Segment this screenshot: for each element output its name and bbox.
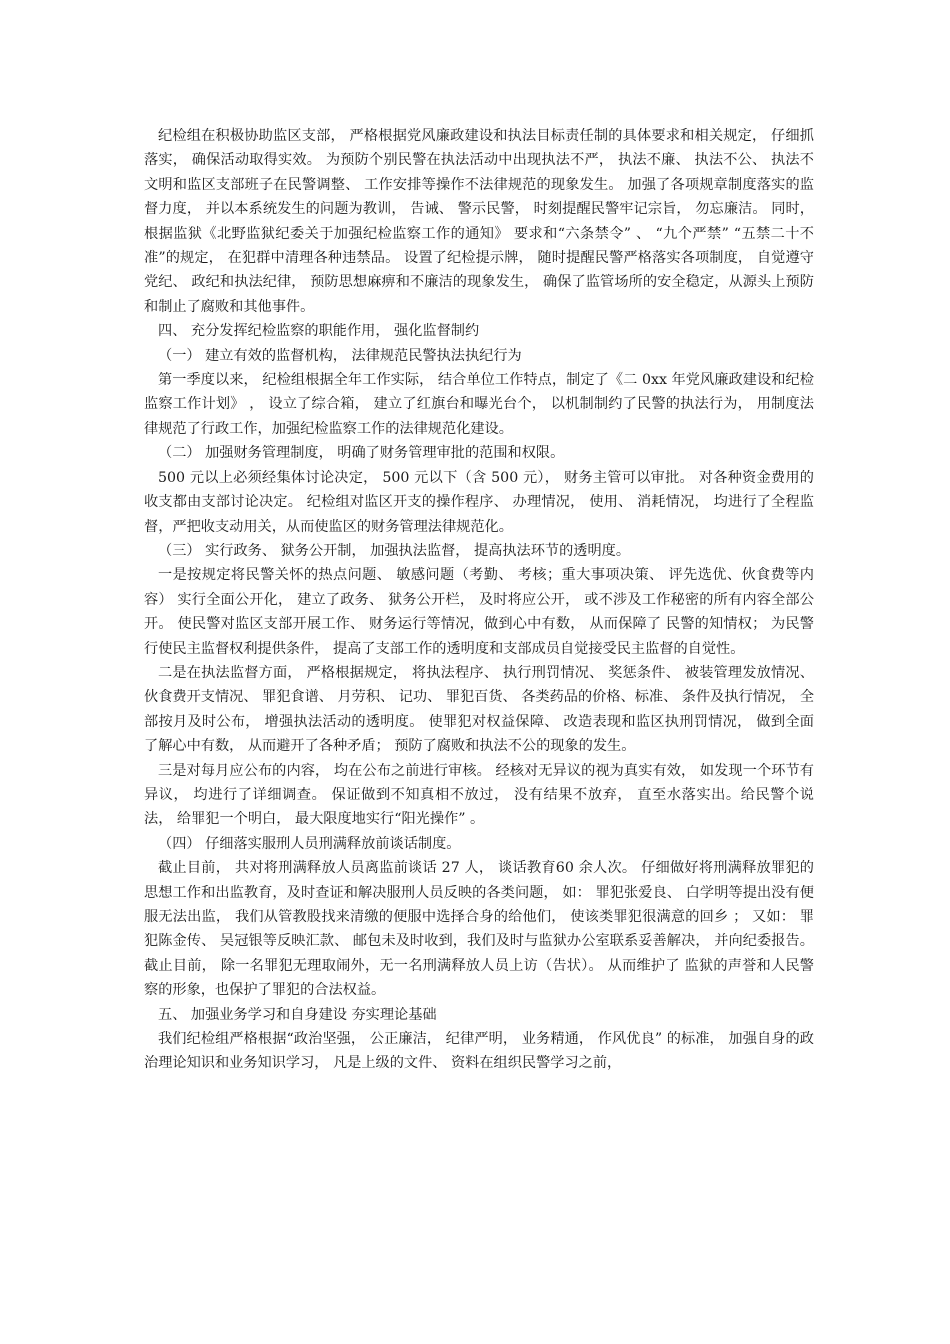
heading-subsection-two: （二） 加强财务管理制度， 明确了财务管理审批的范围和权限。: [158, 445, 565, 462]
document-page: [144, 124, 814, 1076]
paragraph-public-affairs-one: 一是按规定将民警关怀的热点问题、 敏感问题（考勤、 考核；重大事项决策、 评先选优、伙食费等内容） 实行全面公开化， 建立了政务、 狱务公开栏， 及时将应公开， 或不涉及工作秘密的所有内容全部公开。 使民警对监区支部开展工作、 财务运行等情况，做到心中有数， 从而保障了 民警的知情权； 为民警行使民主监督权利提供条件， 提高了支部工作的透明度和支部成员自觉接受民主监督的自觉性。: [144, 567, 814, 657]
paragraph-release-interviews: 截止目前， 共对将刑满释放人员离监前谈话 27 人， 谈话教育60 余人次。 仔细做好将刑满释放罪犯的思想工作和出监教育，及时查证和解决服刑人员反映的各类问题， 如： 罪犯张爱良、 白学明等提出没有便服无法出监， 我们从管教股找来清缴的便服中选择合身的给他们， 使该类罪犯很满意的回乡 ； 又如： 罪犯陈金传、 吴冠银等反映汇款、 邮包未及时收到，我们及时与监狱办公室联系妥善解决， 并向纪委报告。 截止目前， 除一名罪犯无理取闹外，无一名刑满释放人员上访（告状）。 从而维护了 监狱的声誉和人民警察的形象，也保护了罪犯的合法权益。: [144, 860, 814, 999]
paragraph-finance-management: 500 元以上必须经集体讨论决定， 500 元以下（含 500 元）， 财务主管可以审批。 对各种资金费用的收支都由支部讨论决定。 纪检组对监区开支的操作程序、 办理情况， 使用、 消耗情况， 均进行了全程监督，严把收支动用关，从而使监区的财务管理法律规范化。: [144, 469, 814, 535]
heading-section-four: 四、 充分发挥纪检监察的职能作用， 强化监督制约: [158, 323, 480, 340]
paragraph-discipline-supervision: 纪检组在积极协助监区支部， 严格根据党风廉政建设和执法目标责任制的具体要求和相关规定， 仔细抓落实， 确保活动取得实效。 为预防个别民警在执法活动中出现执法不严， 执法不廉、 执法不公、 执法不文明和监区支部班子在民警调整、 工作安排等操作不法律规范的现象发生。 加强了各项规章制度落实的监督力度， 并以本系统发生的问题为教训， 告诫、 警示民警， 时刻提醒民警牢记宗旨， 勿忘廉洁。 同时， 根据监狱《北野监狱纪委关于加强纪检监察工作的通知》 要求和“六条禁令” 、 “九个严禁” “五禁二十不准”的规定， 在犯群中清理各种违禁品。 设置了纪检提示牌， 随时提醒民警严格落实各项制度， 自觉遵守党纪、 政纪和执法纪律， 预防思想麻痹和不廉洁的现象发生， 确保了监管场所的安全稳定，从源头上预防和制止了腐败和其他事件。: [144, 128, 814, 315]
heading-subsection-four: （四） 仔细落实服刑人员刑满释放前谈话制度。: [158, 835, 461, 852]
paragraph-self-study: 我们纪检组严格根据“政治坚强， 公正廉洁， 纪律严明， 业务精通， 作风优良” 的标准， 加强自身的政治理论知识和业务知识学习， 凡是上级的文件、 资料在组织民警学习之前，: [144, 1031, 814, 1072]
paragraph-public-affairs-three: 三是对每月应公布的内容， 均在公布之前进行审核。 经核对无异议的视为真实有效， 如发现一个环节有异议， 均进行了详细调查。 保证做到不知真相不放过， 没有结果不放弃， 直至水落实出。给民警个说法， 给罪犯一个明白， 最大限度地实行“阳光操作” 。: [144, 762, 814, 828]
heading-section-five: 五、 加强业务学习和自身建设 夯实理论基础: [158, 1006, 437, 1023]
heading-subsection-one: （一） 建立有效的监督机构， 法律规范民警执法执纪行为: [158, 347, 522, 364]
paragraph-supervision-mechanism: 第一季度以来， 纪检组根据全年工作实际， 结合单位工作特点，制定了《二 0xx 年党风廉政建设和纪检监察工作计划》 ， 设立了综合箱， 建立了红旗台和曝光台个， 以机制制约了民警的执法行为， 用制度法律规范了行政工作，加强纪检监察工作的法律规范化建设。: [144, 372, 814, 437]
paragraph-public-affairs-two: 二是在执法监督方面， 严格根据规定， 将执法程序、 执行刑罚情况、 奖惩条件、 被装管理发放情况、 伙食费开支情况、 罪犯食谱、 月劳积、 记功、 罪犯百货、 各类药品的价格、标准、 条件及执行情况， 全部按月及时公布， 增强执法活动的透明度。 使罪犯对权益保障、 改造表现和监区执刑罚情况， 做到全面了解心中有数， 从而避开了各种矛盾； 预防了腐败和执法不公的现象的发生。: [144, 664, 815, 755]
heading-subsection-three: （三） 实行政务、 狱务公开制， 加强执法监督， 提高执法环节的透明度。: [158, 542, 631, 559]
